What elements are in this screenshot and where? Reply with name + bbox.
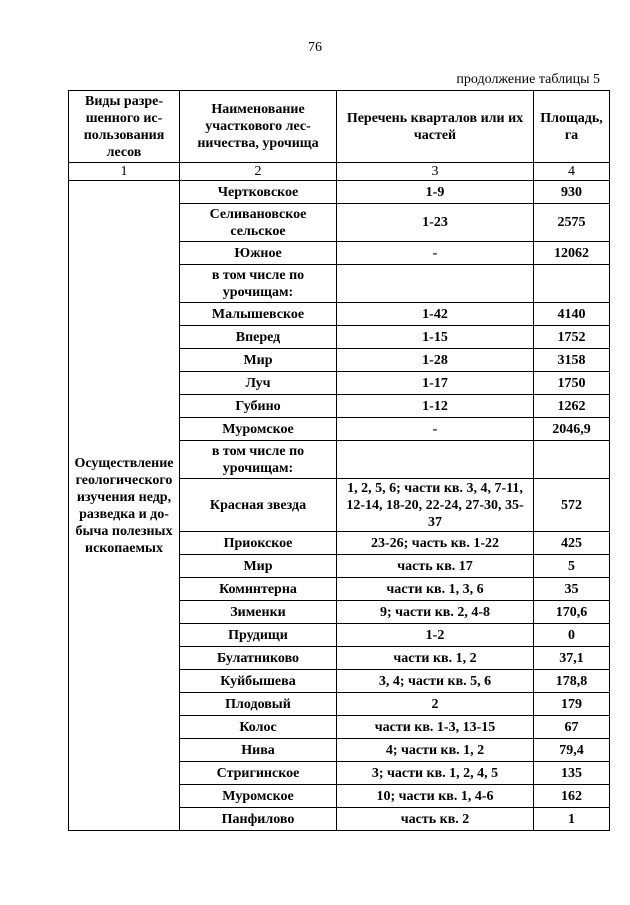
area-cell: 1752 [534,326,610,349]
use-type-cell: Осуществление геологического изучения недр, разведка и до-быча полезных ископаемых [69,181,180,831]
quarters-cell: 9; части кв. 2, 4-8 [337,601,534,624]
quarters-cell: части кв. 1, 2 [337,647,534,670]
header-forestry-name: Наименование участкового лес-ничества, урочища [180,91,337,163]
quarters-cell [337,441,534,479]
forestry-name-cell: Южное [180,242,337,265]
quarters-cell: 1-28 [337,349,534,372]
area-cell: 135 [534,762,610,785]
quarters-cell: части кв. 1, 3, 6 [337,578,534,601]
page-number: 76 [308,40,322,55]
forestry-name-cell: Губино [180,395,337,418]
quarters-cell: 1-9 [337,181,534,204]
quarters-cell: 2 [337,693,534,716]
area-cell: 572 [534,479,610,532]
area-cell: 170,6 [534,601,610,624]
area-cell: 2046,9 [534,418,610,441]
quarters-cell: 1-23 [337,204,534,242]
forestry-name-cell: Чертковское [180,181,337,204]
forestry-name-cell: Малышевское [180,303,337,326]
area-cell: 1262 [534,395,610,418]
quarters-cell: часть кв. 17 [337,555,534,578]
area-cell: 3158 [534,349,610,372]
area-cell: 12062 [534,242,610,265]
area-cell: 178,8 [534,670,610,693]
area-cell: 79,4 [534,739,610,762]
forestry-name-cell: Коминтерна [180,578,337,601]
forestry-name-cell: Красная звезда [180,479,337,532]
table-continuation-label: продолжение таблицы 5 [456,72,600,87]
column-number: 1 [69,163,180,181]
column-number-row [69,163,610,181]
area-cell: 35 [534,578,610,601]
forestry-name-cell: Панфилово [180,808,337,831]
forest-use-table [68,90,610,831]
forestry-name-cell: Куйбышева [180,670,337,693]
area-cell: 1750 [534,372,610,395]
area-cell: 0 [534,624,610,647]
quarters-cell: 1-15 [337,326,534,349]
quarters-cell: - [337,242,534,265]
quarters-cell: 10; части кв. 1, 4-6 [337,785,534,808]
area-cell: 67 [534,716,610,739]
quarters-cell: 3, 4; части кв. 5, 6 [337,670,534,693]
forestry-name-cell: Муромское [180,785,337,808]
quarters-cell: часть кв. 2 [337,808,534,831]
quarters-cell [337,265,534,303]
forestry-name-cell: Прудищи [180,624,337,647]
forestry-name-cell: Плодовый [180,693,337,716]
quarters-cell: 1-2 [337,624,534,647]
forestry-name-cell: Селивановское сельское [180,204,337,242]
area-cell: 37,1 [534,647,610,670]
column-number: 2 [180,163,337,181]
quarters-cell: 1-17 [337,372,534,395]
quarters-cell: 3; части кв. 1, 2, 4, 5 [337,762,534,785]
forestry-name-cell: Мир [180,555,337,578]
forestry-name-cell: в том числе по урочищам: [180,265,337,303]
area-cell: 162 [534,785,610,808]
quarters-cell: 1-12 [337,395,534,418]
area-cell: 2575 [534,204,610,242]
forestry-name-cell: Мир [180,349,337,372]
forestry-name-cell: Зименки [180,601,337,624]
forestry-name-cell: Вперед [180,326,337,349]
header-area: Площадь, га [534,91,610,163]
quarters-cell: 1-42 [337,303,534,326]
table-header-row [69,91,610,163]
area-cell: 5 [534,555,610,578]
column-number: 4 [534,163,610,181]
area-cell: 425 [534,532,610,555]
area-cell: 1 [534,808,610,831]
table-row [69,181,610,204]
quarters-cell: 23-26; часть кв. 1-22 [337,532,534,555]
area-cell [534,441,610,479]
forestry-name-cell: Стригинское [180,762,337,785]
column-number: 3 [337,163,534,181]
quarters-cell: - [337,418,534,441]
area-cell: 179 [534,693,610,716]
forestry-name-cell: Булатниково [180,647,337,670]
forestry-name-cell: Колос [180,716,337,739]
header-quarters: Перечень кварталов или их частей [337,91,534,163]
header-use-type: Виды разре-шенного ис-пользования лесов [69,91,180,163]
area-cell: 930 [534,181,610,204]
quarters-cell: 1, 2, 5, 6; части кв. 3, 4, 7-11, 12-14, 18-20, 22-24, 27-30, 35-37 [337,479,534,532]
forestry-name-cell: в том числе по урочищам: [180,441,337,479]
forestry-name-cell: Нива [180,739,337,762]
forestry-name-cell: Приокское [180,532,337,555]
area-cell: 4140 [534,303,610,326]
forestry-name-cell: Муромское [180,418,337,441]
area-cell [534,265,610,303]
quarters-cell: части кв. 1-3, 13-15 [337,716,534,739]
quarters-cell: 4; части кв. 1, 2 [337,739,534,762]
forestry-name-cell: Луч [180,372,337,395]
